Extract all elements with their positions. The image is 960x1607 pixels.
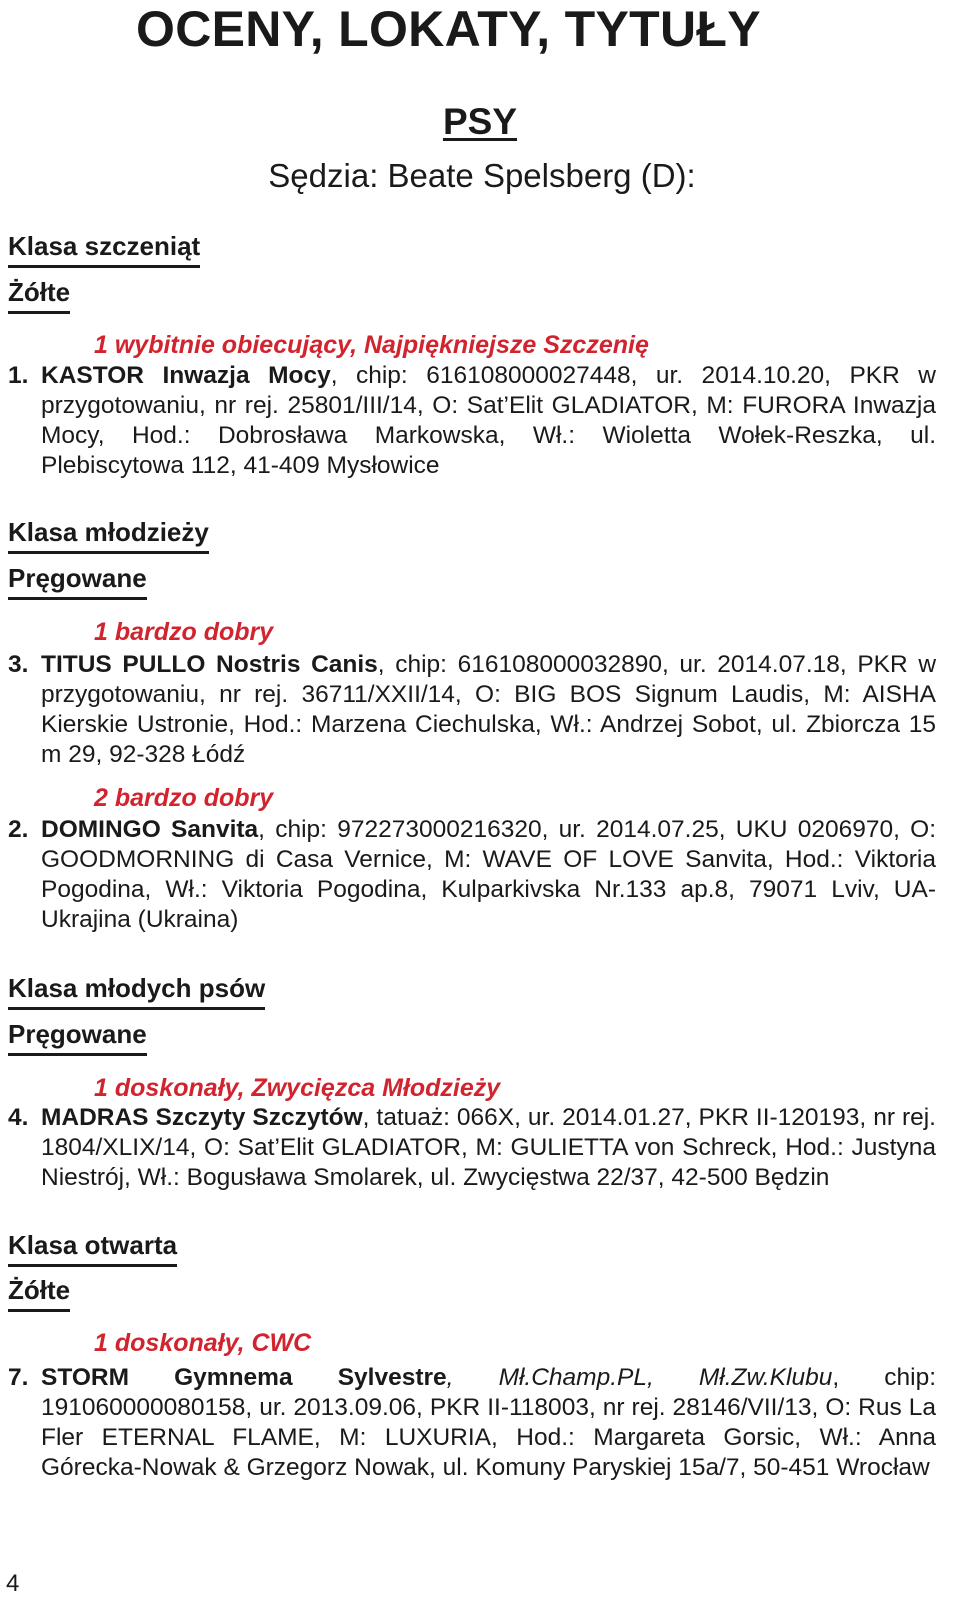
dog-details: , chip: 972273000216320, ur. 2014.07.25, UKU 0206970, O: GOODMORNING di Casa Vernice, M: WAVE OF LOVE Sanvita, Hod.: Viktoria Pogodina, Wł.: Viktoria Pogodina, Kulparkivska Nr.133 ap.8, 79071 Lviv, UA-Ukrajina (Ukraina) [41, 816, 937, 933]
entry-number: 1. [8, 362, 29, 389]
dog-entry [8, 1363, 936, 1483]
dog-entry [8, 650, 936, 770]
dog-details: , chip: 616108000032890, ur. 2014.07.18, PKR w przygotowaniu, nr rej. 36711/XXII/14, O: BIG BOS Signum Laudis, M: AISHA Kierskie Ustronie, Hod.: Marzena Ciechulska, Wł.: Andrzej Sobot, ul. Zbiorcza 15 m 29, 92-328 Łódź [41, 651, 937, 768]
color-heading: Żółte [8, 1274, 70, 1312]
dog-name: TITUS PULLO Nostris Canis [41, 651, 378, 678]
dog-name: DOMINGO Sanvita [41, 816, 259, 843]
award-line: 1 wybitnie obiecujący, Najpiękniejsze Szczenię [94, 331, 649, 359]
dog-entry [8, 361, 936, 481]
page-number: 4 [6, 1570, 20, 1597]
color-heading: Pręgowane [8, 1018, 147, 1056]
entry-number: 3. [8, 651, 29, 678]
section-heading: PSY [442, 101, 518, 142]
dog-name: KASTOR Inwazja Mocy [41, 362, 331, 389]
dog-details: , chip: 191060000080158, ur. 2013.09.06, PKR II-118003, nr rej. 28146/VII/13, O: Rus La Fler ETERNAL FLAME, M: LUXURIA, Hod.: Margareta Gorsic, Wł.: Anna Górecka-Nowak & Grzegorz Nowak, ul. Komuny Paryskiej 15a/7, 50-451 Wrocław [41, 1364, 937, 1481]
dog-details: , tatuaż: 066X, ur. 2014.01.27, PKR II-120193, nr rej. 1804/XLIX/14, O: Sat’Elit GLADIATOR, M: GULIETTA von Schreck, Hod.: Justyna Niestrój, Wł.: Bogusława Smolarek, ul. Zwycięstwa 22/37, 42-500 Będzin [41, 1104, 936, 1191]
class-heading: Klasa szczeniąt [8, 230, 200, 268]
entry-number: 4. [8, 1104, 29, 1131]
award-line: 1 bardzo dobry [94, 618, 274, 646]
dog-details: , chip: 616108000027448, ur. 2014.10.20, PKR w przygotowaniu, nr rej. 25801/III/14, O: Sat’Elit GLADIATOR, M: FURORA Inwazja Mocy, Hod.: Dobrosława Markowska, Wł.: Wioletta Wołek-Reszka, ul. Plebiscytowa 112, 41-409 Mysłowice [41, 362, 936, 479]
dog-name: STORM Gymnema Sylvestre [41, 1364, 447, 1391]
award-line: 1 doskonały, Zwycięzca Młodzieży [94, 1074, 501, 1102]
dog-titles: , Mł.Champ.PL, Mł.Zw.Klubu [446, 1364, 833, 1391]
class-heading: Klasa młodych psów [8, 972, 265, 1010]
award-line: 2 bardzo dobry [94, 784, 274, 812]
award-line: 1 doskonały, CWC [94, 1329, 312, 1357]
dog-entry [8, 815, 936, 935]
class-heading: Klasa młodzieży [8, 516, 209, 554]
entry-number: 7. [8, 1364, 29, 1391]
dog-name: MADRAS Szczyty Szczytów [41, 1104, 363, 1131]
class-heading: Klasa otwarta [8, 1229, 177, 1267]
page-title: OCENY, LOKATY, TYTUŁY [136, 1, 761, 57]
judge-line: Sędzia: Beate Spelsberg (D): [268, 157, 696, 194]
color-heading: Pręgowane [8, 562, 147, 600]
dog-entry [8, 1103, 936, 1193]
color-heading: Żółte [8, 276, 70, 314]
entry-number: 2. [8, 816, 29, 843]
